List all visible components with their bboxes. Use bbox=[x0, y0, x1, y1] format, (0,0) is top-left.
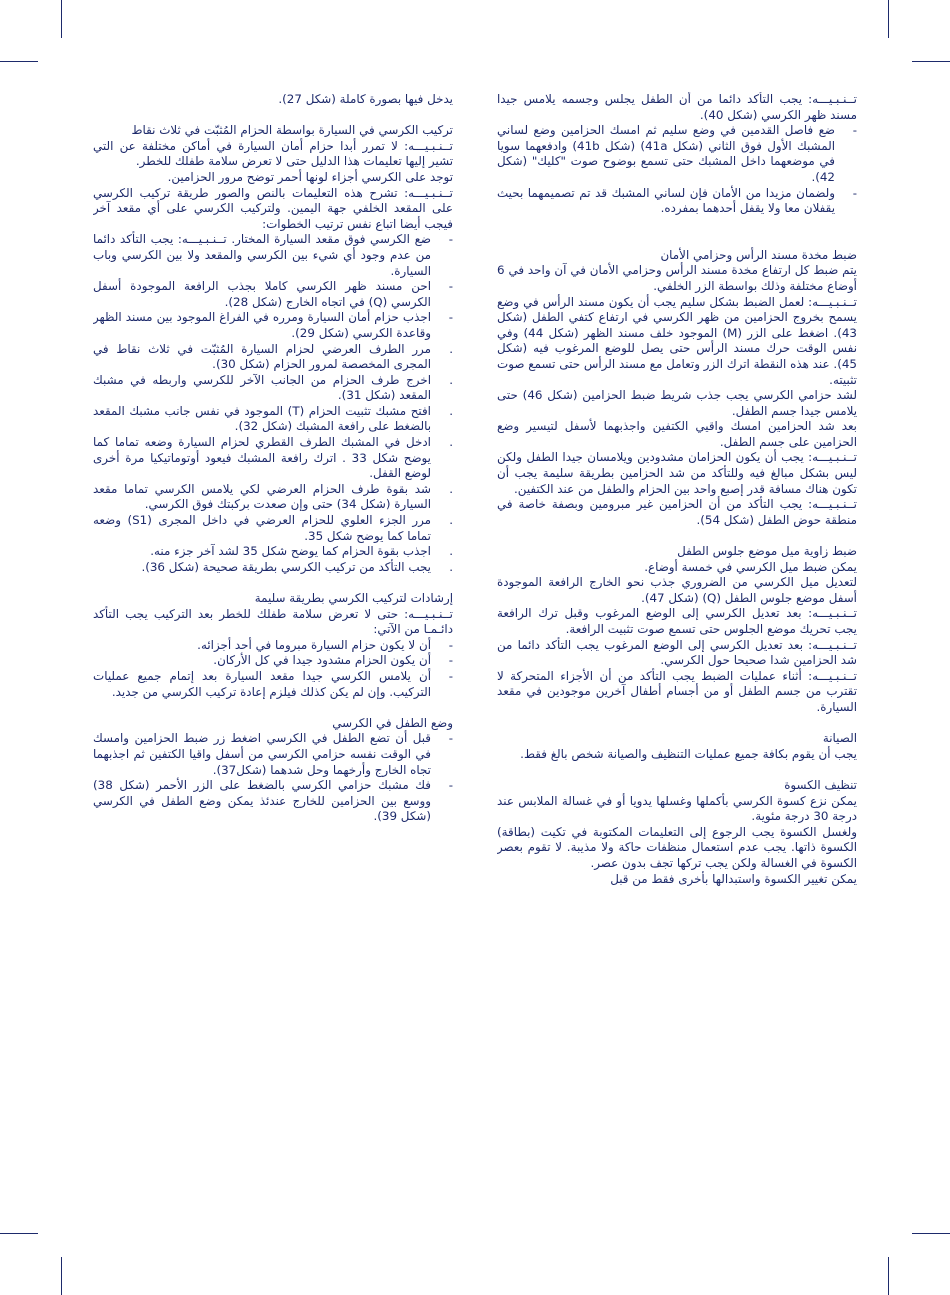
list-marker: - bbox=[448, 731, 453, 746]
crop-mark bbox=[0, 1233, 38, 1234]
paragraph: ولغسل الكسوة يجب الرجوع إلى التعليمات المكتوبة في تكيت (بطاقة) الكسوة ذاتها. يجب عدم استعمال منظفات حاكة ولا مذيبة. لا تقوم بعصر الكسوة في الغسالة ولكن يجب تركها تجف بدون عصر. bbox=[497, 824, 857, 870]
section-heading: الصيانة bbox=[822, 731, 857, 746]
list-item bbox=[93, 544, 453, 560]
section-heading: تنظيف الكسوة bbox=[784, 777, 857, 792]
paragraph: لشد حزامي الكرسي يجب جذب شريط ضبط الحزامين (شكل 46) حتى يلامس جيدا جسم الطفل. bbox=[497, 388, 857, 418]
crop-mark bbox=[888, 1257, 889, 1295]
crop-mark bbox=[0, 61, 38, 62]
crop-mark bbox=[61, 0, 62, 38]
paragraph: يمكن نزع كسوة الكرسي بأكملها وغسلها يدويا أو في غسالة الملابس عند درجة 30 درجة مئوية. bbox=[497, 793, 857, 824]
section-heading: ضبط مخدة مسند الرأس وحزامي الأمان bbox=[660, 247, 857, 262]
paragraph: يمكن ضبط ميل الكرسي في خمسة أوضاع. bbox=[644, 559, 857, 574]
section-heading: وضع الطفل في الكرسي bbox=[332, 715, 453, 730]
list-marker: - bbox=[448, 653, 453, 668]
list-item bbox=[93, 653, 453, 669]
section-heading: إرشادات لتركيب الكرسي بطريقة سليمة bbox=[254, 591, 453, 605]
list-item-text: يجب التأكد من تركيب الكرسي بطريقة صحيحة (شكل 36). bbox=[141, 559, 431, 574]
spacer bbox=[497, 762, 857, 778]
list-item-text: ولضمان مزيدا من الأمان فإن لساني المشبك قد تم تصميمهما بحيث يقفلان معا ولا يقفل أحدهما بمفرده. bbox=[497, 185, 835, 216]
list-item-text: مرر الجزء العلوي للحزام العرضي في داخل المجرى (S1) وضعه تماما كما يوضح شكل 35. bbox=[93, 513, 432, 543]
paragraph: يتم ضبط كل ارتفاع مخدة مسند الرأس وحزامي الأمان في آن واحد في 6 أوضاع مختلفة وذلك بواسطة الزر الخلفي. bbox=[497, 263, 857, 293]
list-item bbox=[93, 778, 453, 825]
crop-mark bbox=[888, 0, 889, 38]
list-marker: - bbox=[448, 232, 453, 247]
list-marker: . bbox=[449, 559, 453, 574]
list-item-text: اجذب بقوة الحزام كما يوضح شكل 35 لشد آخر جزء منه. bbox=[150, 544, 431, 559]
spacer bbox=[497, 716, 857, 732]
list-item-text: شد بقوة طرف الحزام العرضي لكي يلامس الكرسي تماما مقعد السيارة (شكل 34) حتى وإن صعدت بركبتك فوق الكرسي. bbox=[93, 481, 431, 512]
list-item-text: أن يلامس الكرسي جيدا مقعد السيارة بعد إتمام جميع عمليات التركيب. وإن لم يكن كذلك فيلزم إعادة تركيب الكرسي من جديد. bbox=[93, 668, 431, 699]
list-item-text: ضع الكرسي فوق مقعد السيارة المختار. تــنـبـيـــه: يجب التأكد دائما من عدم وجود أي شيء بين الكرسي والمقعد ولا بين الكرسي وباب السيارة. bbox=[93, 232, 431, 278]
list-item-text: ادخل في المشبك الطرف القطري لحزام السيارة وضعه تماما كما يوضح شكل 33 . اترك رافعة المشبك فيعود أوتوماتيكيا مرة أخرى لوضع القفل. bbox=[93, 435, 431, 481]
list-item-text: مرر الطرف العرضي لحزام السيارة المُثبّت في ثلاث نقاط في المجرى المخصصة لمرور الحزام (شكل 30). bbox=[93, 341, 431, 372]
list-item bbox=[93, 342, 453, 373]
spacer bbox=[497, 528, 857, 544]
list-marker: - bbox=[448, 279, 453, 294]
paragraph: بعد شد الحزامين امسك واقيي الكتفين واجذبهما لأسفل لتيسير وضع الحزامين على جسم الطفل. bbox=[497, 419, 857, 449]
left-column bbox=[93, 92, 453, 1202]
list-item bbox=[93, 279, 453, 310]
paragraph: يمكن تغيير الكسوة واستبدالها بأخرى فقط من قبل bbox=[610, 871, 857, 886]
list-marker: . bbox=[449, 403, 453, 418]
list-item bbox=[93, 310, 453, 341]
list-marker: . bbox=[449, 544, 453, 559]
list-item bbox=[93, 482, 453, 513]
list-item bbox=[93, 669, 453, 700]
list-item bbox=[93, 638, 453, 654]
list-item bbox=[93, 232, 453, 279]
paragraph: يجب أن يقوم بكافة جميع عمليات التنظيف والصيانة شخص بالغ فقط. bbox=[520, 746, 857, 761]
paragraph: تــنـبـيـــه: بعد تعديل الكرسي إلى الوضع المرغوب وقبل ترك الرافعة يجب تحريك موضع الجلوس حتى تسمع صوت تثبيت الرافعة. bbox=[497, 606, 857, 636]
list-marker: - bbox=[852, 185, 857, 200]
paragraph: تــنـبـيـــه: لعمل الضبط بشكل سليم يجب أن يكون مسند الرأس في وضع يسمح بخروج الحزامين من ظهر الكرسي في ارتفاع كتفي الطفل (شكل 43). اضغط على الزر (M) الموجود خلف مسند الظهر (شكل 44) وفي نفس الوقت حرك مسند الرأس حتى يصل للوضع المرغوب فيه (شكل 45). عند هذه النقطة اترك الزر وتعامل مع مسند الرأس حتى تسمع صوت تثبيته. bbox=[497, 294, 857, 387]
list-marker: - bbox=[852, 123, 857, 138]
spacer bbox=[93, 575, 453, 591]
list-item-text: ضع فاصل القدمين في وضع سليم ثم امسك الحزامين وضع لساني المشبك الأول فوق الثاني (شكل 41a) (شكل 41b) وادفعهما سويا في موضعهما داخل المشبك حتى تسمع بوضوح صوت "كليك" (شكل 42). bbox=[497, 123, 836, 184]
list-item-text: قبل أن تضع الطفل في الكرسي اضغط زر ضبط الحزامين وامسك في الوقت نفسه حزامي الكرسي من أسفل واقيا الكتفين ثم اجذبهما تجاه الخارج وأرخهما وحل شدهما (شكل37). bbox=[93, 731, 431, 777]
spacer bbox=[497, 217, 857, 248]
paragraph: تــنـبـيـــه: حتى لا تعرض سلامة طفلك للخطر بعد التركيب يجب التأكد دائـمـا من الآتي: bbox=[93, 606, 453, 637]
list-item-text: فك مشبك حزامي الكرسي بالضغط على الزر الأحمر (شكل 38) ووسع بين الحزامين للخارج عندئذ يمكن وضع الطفل في الكرسي (شكل 39). bbox=[93, 778, 431, 824]
paragraph: تــنـبـيـــه: يجب التأكد من أن الحزامين غير مبرومين وبصفة خاصة في منطقة حوض الطفل (شكل 54). bbox=[497, 497, 857, 527]
paragraph: تــنـبـيـــه: لا تمرر أبدا حزام أمان السيارة في أماكن مختلفة عن التي تشير إليها تعليمات هذا الدليل حتى لا تعرض سلامة طفلك للخطر. bbox=[93, 138, 453, 169]
list-marker: - bbox=[448, 310, 453, 325]
list-marker: - bbox=[448, 637, 453, 652]
list-marker: - bbox=[448, 668, 453, 683]
list-item-text: احن مسند ظهر الكرسي كاملا بجذب الرافعة الموجودة أسفل الكرسي (Q) في اتجاه الخارج (شكل 28). bbox=[93, 279, 431, 309]
section-heading: تركيب الكرسي في السيارة بواسطة الحزام المُثبّت في ثلاث نقاط bbox=[131, 123, 453, 138]
right-column bbox=[497, 92, 857, 1202]
crop-mark bbox=[912, 1233, 950, 1234]
list-marker: . bbox=[449, 372, 453, 387]
list-marker: . bbox=[449, 513, 453, 528]
paragraph: توجد على الكرسي أجزاء لونها أحمر توضح مرور الحزامين. bbox=[167, 169, 453, 184]
list-item-text: أن لا يكون حزام السيارة مبروما في أحد أجزائه. bbox=[197, 637, 431, 652]
paragraph: لتعديل ميل الكرسي من الضروري جذب نحو الخارج الرافعة الموجودة أسفل موضع جلوس الطفل (Q) (شكل 47). bbox=[497, 575, 857, 605]
crop-mark bbox=[61, 1257, 62, 1295]
list-item-text: أن يكون الحزام مشدود جيدا في كل الأركان. bbox=[213, 653, 431, 668]
list-item bbox=[93, 513, 453, 544]
list-item bbox=[93, 560, 453, 576]
list-item-text: اخرج طرف الحزام من الجانب الآخر للكرسي واربطه في مشبك المقعد (شكل 31). bbox=[93, 372, 431, 403]
paragraph: تــنـبـيـــه: يجب التأكد دائما من أن الطفل يجلس وجسمه يلامس جيدا مسند ظهر الكرسي (شكل 40). bbox=[497, 92, 857, 122]
list-item bbox=[93, 435, 453, 482]
list-item bbox=[93, 731, 453, 778]
section-heading: ضبط زاوية ميل موضع جلوس الطفل bbox=[677, 544, 857, 559]
paragraph: تــنـبـيـــه: يجب أن يكون الحزامان مشدودين ويلامسان جيدا الطفل ولكن ليس بشكل مبالغ فيه وللتأكد من شد الحزامين بطريقة سليمة يجب أن تكون هناك مسافة قدر إصبع واحد بين الحزام والطفل من عند الكتفين. bbox=[497, 450, 857, 496]
paragraph: يدخل فيها بصورة كاملة (شكل 27). bbox=[278, 92, 453, 106]
list-item bbox=[93, 404, 453, 435]
list-item bbox=[93, 373, 453, 404]
paragraph: تــنـبـيـــه: أثناء عمليات الضبط يجب التأكد من أن الأجزاء المتحركة لا تقترب من جسم الطفل أو من أجسام أطفال آخرين موجودين في مقعد السيارة. bbox=[497, 668, 857, 714]
list-marker: - bbox=[448, 778, 453, 793]
list-marker: . bbox=[449, 341, 453, 356]
spacer bbox=[93, 700, 453, 716]
list-marker: . bbox=[449, 481, 453, 496]
spacer bbox=[93, 108, 453, 124]
list-item-text: اجذب حزام أمان السيارة ومرره في الفراغ الموجود بين مسند الظهر وقاعدة الكرسي (شكل 29). bbox=[93, 310, 431, 340]
list-item bbox=[497, 123, 857, 185]
list-item bbox=[497, 186, 857, 217]
paragraph: تــنـبـيـــه: تشرح هذه التعليمات بالنص والصور طريقة تركيب الكرسي على المقعد الخلفي جهة اليمين. ولتركيب الكرسي على أي مقعد آخر فيجب أيضا اتباع نفس ترتيب الخطوات: bbox=[93, 185, 453, 231]
list-item-text: افتح مشبك تثبيت الحزام (T) الموجود في نفس جانب مشبك المقعد بالضغط على رافعة المشبك (شكل 32). bbox=[93, 403, 431, 434]
paragraph: تــنـبـيـــه: بعد تعديل الكرسي إلى الوضع المرغوب يجب التأكد دائما من شد الحزامين شدا صحيحا حول الكرسي. bbox=[497, 637, 857, 668]
crop-mark bbox=[912, 61, 950, 62]
list-marker: . bbox=[449, 435, 453, 450]
